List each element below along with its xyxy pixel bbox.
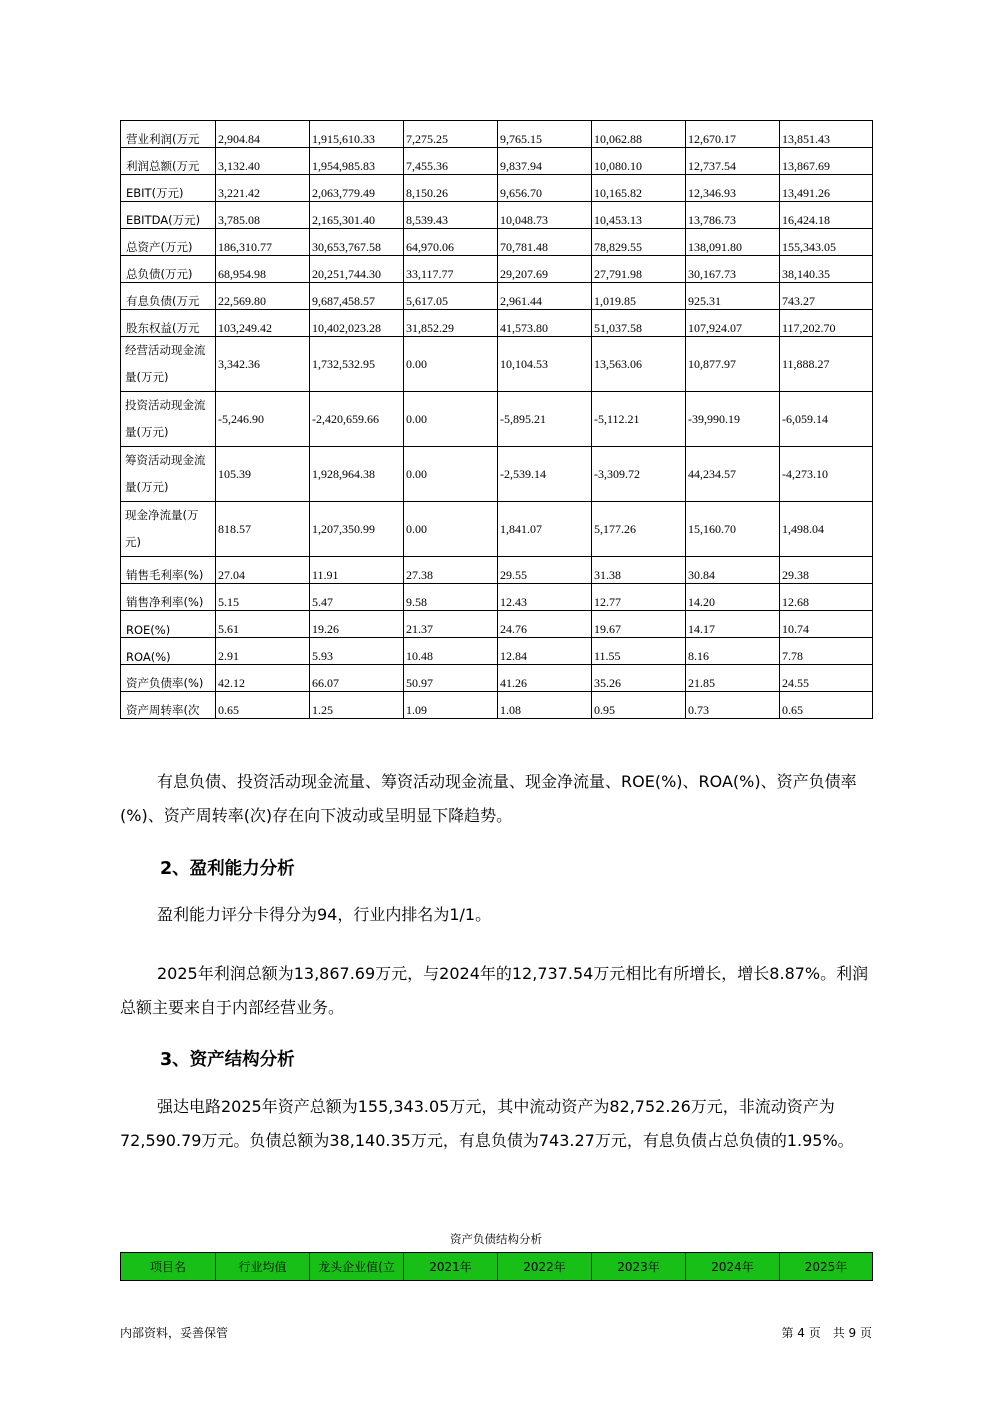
table-cell: 21.85	[686, 665, 780, 692]
table-cell: 41.26	[498, 665, 592, 692]
table-cell: 27,791.98	[592, 256, 686, 283]
table-cell: 743.27	[780, 283, 873, 310]
row-label: 销售净利率(%)	[121, 584, 216, 611]
table-cell: 13,786.73	[686, 202, 780, 229]
table-cell: 7.78	[780, 638, 873, 665]
table-cell: 66.07	[310, 665, 404, 692]
table-row	[121, 175, 873, 202]
row-label: 资产负债率(%)	[121, 665, 216, 692]
table-cell: 2.91	[216, 638, 310, 665]
table-cell: -5,246.90	[216, 392, 310, 447]
table-cell: 31.38	[592, 557, 686, 584]
table-cell: 11.55	[592, 638, 686, 665]
table-cell: 78,829.55	[592, 229, 686, 256]
table-cell: 35.26	[592, 665, 686, 692]
table-cell: 10,048.73	[498, 202, 592, 229]
table-cell: 138,091.80	[686, 229, 780, 256]
table-cell: 186,310.77	[216, 229, 310, 256]
table-cell: 9.58	[404, 584, 498, 611]
table-cell: 2,063,779.49	[310, 175, 404, 202]
table-cell: 5.15	[216, 584, 310, 611]
table-cell: 7,455.36	[404, 148, 498, 175]
table-cell: 0.65	[780, 692, 873, 719]
table-cell: -4,273.10	[780, 447, 873, 502]
table-row	[121, 557, 873, 584]
row-label: 投资活动现金流量(万元)	[121, 392, 216, 447]
table-cell: 3,221.42	[216, 175, 310, 202]
table-cell: 12.84	[498, 638, 592, 665]
column-header: 2022年	[498, 1253, 592, 1281]
table-cell: 13,491.26	[780, 175, 873, 202]
row-label: 股东权益(万元	[121, 310, 216, 337]
table-cell: 10.74	[780, 611, 873, 638]
table-row	[121, 148, 873, 175]
table-row	[121, 638, 873, 665]
table-cell: 5,177.26	[592, 502, 686, 557]
table-cell: 41,573.80	[498, 310, 592, 337]
table-cell: 9,837.94	[498, 148, 592, 175]
table-cell: 0.00	[404, 392, 498, 447]
table-row	[121, 256, 873, 283]
table-cell: 51,037.58	[592, 310, 686, 337]
table-cell: 64,970.06	[404, 229, 498, 256]
table-row	[121, 283, 873, 310]
row-label: ROA(%)	[121, 638, 216, 665]
table-row	[121, 337, 873, 392]
row-label: EBITDA(万元)	[121, 202, 216, 229]
table-cell: 1.25	[310, 692, 404, 719]
table-cell: -3,309.72	[592, 447, 686, 502]
table-cell: 1,841.07	[498, 502, 592, 557]
table-cell: 14.17	[686, 611, 780, 638]
table-row	[121, 584, 873, 611]
table-cell: 103,249.42	[216, 310, 310, 337]
table-cell: 0.73	[686, 692, 780, 719]
table-row	[121, 392, 873, 447]
table-cell: 1,019.85	[592, 283, 686, 310]
table-row	[121, 202, 873, 229]
table-cell: 1,732,532.95	[310, 337, 404, 392]
table-cell: 10,104.53	[498, 337, 592, 392]
table-cell: 3,785.08	[216, 202, 310, 229]
table-cell: 29.55	[498, 557, 592, 584]
table-cell: 0.95	[592, 692, 686, 719]
table-cell: 0.00	[404, 337, 498, 392]
table-row	[121, 229, 873, 256]
table-cell: 7,275.25	[404, 121, 498, 148]
table-cell: -5,895.21	[498, 392, 592, 447]
table-row	[121, 310, 873, 337]
table-cell: 107,924.07	[686, 310, 780, 337]
row-label: EBIT(万元)	[121, 175, 216, 202]
table-cell: 10,165.82	[592, 175, 686, 202]
table-cell: 13,563.06	[592, 337, 686, 392]
table-row	[121, 121, 873, 148]
table-cell: 12.43	[498, 584, 592, 611]
table-cell: -39,990.19	[686, 392, 780, 447]
footer-page-number: 第 4 页 共 9 页	[781, 1326, 872, 1340]
table-cell: 8,539.43	[404, 202, 498, 229]
table-cell: -6,059.14	[780, 392, 873, 447]
table-cell: 2,904.84	[216, 121, 310, 148]
column-header: 2021年	[404, 1253, 498, 1281]
table-row	[121, 447, 873, 502]
table-cell: 1,207,350.99	[310, 502, 404, 557]
table-cell: 12,670.17	[686, 121, 780, 148]
table-cell: -2,539.14	[498, 447, 592, 502]
table-cell: 31,852.29	[404, 310, 498, 337]
table-cell: 10,080.10	[592, 148, 686, 175]
row-label: 总负债(万元)	[121, 256, 216, 283]
row-label: 筹资活动现金流量(万元)	[121, 447, 216, 502]
column-header: 行业均值	[216, 1253, 310, 1281]
table-cell: 1,915,610.33	[310, 121, 404, 148]
row-label: 资产周转率(次	[121, 692, 216, 719]
table-cell: 10.48	[404, 638, 498, 665]
table-row	[121, 611, 873, 638]
table-cell: 0.00	[404, 447, 498, 502]
table-cell: 117,202.70	[780, 310, 873, 337]
table-cell: 30,653,767.58	[310, 229, 404, 256]
table-cell: 13,851.43	[780, 121, 873, 148]
table-cell: 12,346.93	[686, 175, 780, 202]
table-cell: -5,112.21	[592, 392, 686, 447]
table-cell: 8.16	[686, 638, 780, 665]
table-cell: 12,737.54	[686, 148, 780, 175]
column-header: 项目名	[121, 1253, 216, 1281]
table-cell: 9,656.70	[498, 175, 592, 202]
column-header: 2024年	[686, 1253, 780, 1281]
table-cell: 29.38	[780, 557, 873, 584]
table-cell: 70,781.48	[498, 229, 592, 256]
table-header-row	[121, 1253, 873, 1281]
table-cell: 30,167.73	[686, 256, 780, 283]
table-cell: 11,888.27	[780, 337, 873, 392]
table-row	[121, 665, 873, 692]
table-cell: 155,343.05	[780, 229, 873, 256]
heading-profitability: 2、盈利能力分析	[160, 859, 295, 879]
table-cell: 0.65	[216, 692, 310, 719]
table-cell: 8,150.26	[404, 175, 498, 202]
table-cell: 0.00	[404, 502, 498, 557]
table-cell: 5.93	[310, 638, 404, 665]
row-label: 有息负债(万元	[121, 283, 216, 310]
row-label: 利润总额(万元	[121, 148, 216, 175]
table-cell: 42.12	[216, 665, 310, 692]
table-cell: 19.67	[592, 611, 686, 638]
table-cell: 12.77	[592, 584, 686, 611]
financial-metrics-table	[120, 120, 873, 719]
table-cell: 50.97	[404, 665, 498, 692]
table-cell: 27.04	[216, 557, 310, 584]
asset-liability-structure-table	[120, 1252, 873, 1281]
footer-confidential-note: 内部资料，妥善保管	[120, 1326, 229, 1340]
profit-score-paragraph: 盈利能力评分卡得分为94，行业内排名为1/1。	[157, 905, 492, 924]
table-cell: 19.26	[310, 611, 404, 638]
table-cell: 9,687,458.57	[310, 283, 404, 310]
table-cell: 10,877.97	[686, 337, 780, 392]
column-header: 2025年	[780, 1253, 873, 1281]
table-cell: 13,867.69	[780, 148, 873, 175]
table-cell: 3,132.40	[216, 148, 310, 175]
table-cell: 1.08	[498, 692, 592, 719]
asset-detail-paragraph: 强达电路2025年资产总额为155,343.05万元，其中流动资产为82,752.26万元，非流动资产为72,590.79万元。负债总额为38,140.35万元，有息负债为743.27万元，有息负债占总负债的1.95%。	[120, 1097, 854, 1150]
table-cell: 20,251,744.30	[310, 256, 404, 283]
row-label: 销售毛利率(%)	[121, 557, 216, 584]
table-cell: -2,420,659.66	[310, 392, 404, 447]
row-label: 营业利润(万元	[121, 121, 216, 148]
heading-asset-structure: 3、资产结构分析	[160, 1050, 295, 1070]
table-cell: 38,140.35	[780, 256, 873, 283]
table-cell: 24.76	[498, 611, 592, 638]
table-cell: 24.55	[780, 665, 873, 692]
table-cell: 21.37	[404, 611, 498, 638]
table-cell: 1,498.04	[780, 502, 873, 557]
row-label: 现金净流量(万元)	[121, 502, 216, 557]
table-cell: 5.47	[310, 584, 404, 611]
table-cell: 27.38	[404, 557, 498, 584]
table-cell: 1,928,964.38	[310, 447, 404, 502]
table-cell: 3,342.36	[216, 337, 310, 392]
table-cell: 818.57	[216, 502, 310, 557]
profit-detail-paragraph: 2025年利润总额为13,867.69万元，与2024年的12,737.54万元相比有所增长，增长8.87%。利润总额主要来自于内部经营业务。	[120, 964, 869, 1017]
table-cell: 10,453.13	[592, 202, 686, 229]
table-cell: 5,617.05	[404, 283, 498, 310]
table-cell: 15,160.70	[686, 502, 780, 557]
table-cell: 11.91	[310, 557, 404, 584]
table-cell: 12.68	[780, 584, 873, 611]
column-header: 龙头企业值(立	[310, 1253, 404, 1281]
table-cell: 22,569.80	[216, 283, 310, 310]
table-cell: 14.20	[686, 584, 780, 611]
column-header: 2023年	[592, 1253, 686, 1281]
table-cell: 2,961.44	[498, 283, 592, 310]
table-cell: 29,207.69	[498, 256, 592, 283]
trend-paragraph: 有息负债、投资活动现金流量、筹资活动现金流量、现金净流量、ROE(%)、ROA(%)、资产负债率(%)、资产周转率(次)存在向下波动或呈明显下降趋势。	[120, 772, 857, 825]
table-cell: 2,165,301.40	[310, 202, 404, 229]
row-label: 总资产(万元)	[121, 229, 216, 256]
table-cell: 105.39	[216, 447, 310, 502]
table-cell: 33,117.77	[404, 256, 498, 283]
row-label: 经营活动现金流量(万元)	[121, 337, 216, 392]
table-cell: 30.84	[686, 557, 780, 584]
table-cell: 9,765.15	[498, 121, 592, 148]
table-cell: 68,954.98	[216, 256, 310, 283]
table-row	[121, 502, 873, 557]
structure-table-caption: 资产负债结构分析	[450, 1232, 542, 1246]
table-cell: 1,954,985.83	[310, 148, 404, 175]
table-cell: 5.61	[216, 611, 310, 638]
table-cell: 16,424.18	[780, 202, 873, 229]
row-label: ROE(%)	[121, 611, 216, 638]
table-cell: 925.31	[686, 283, 780, 310]
table-cell: 10,062.88	[592, 121, 686, 148]
table-cell: 1.09	[404, 692, 498, 719]
table-row	[121, 692, 873, 719]
table-cell: 10,402,023.28	[310, 310, 404, 337]
table-cell: 44,234.57	[686, 447, 780, 502]
